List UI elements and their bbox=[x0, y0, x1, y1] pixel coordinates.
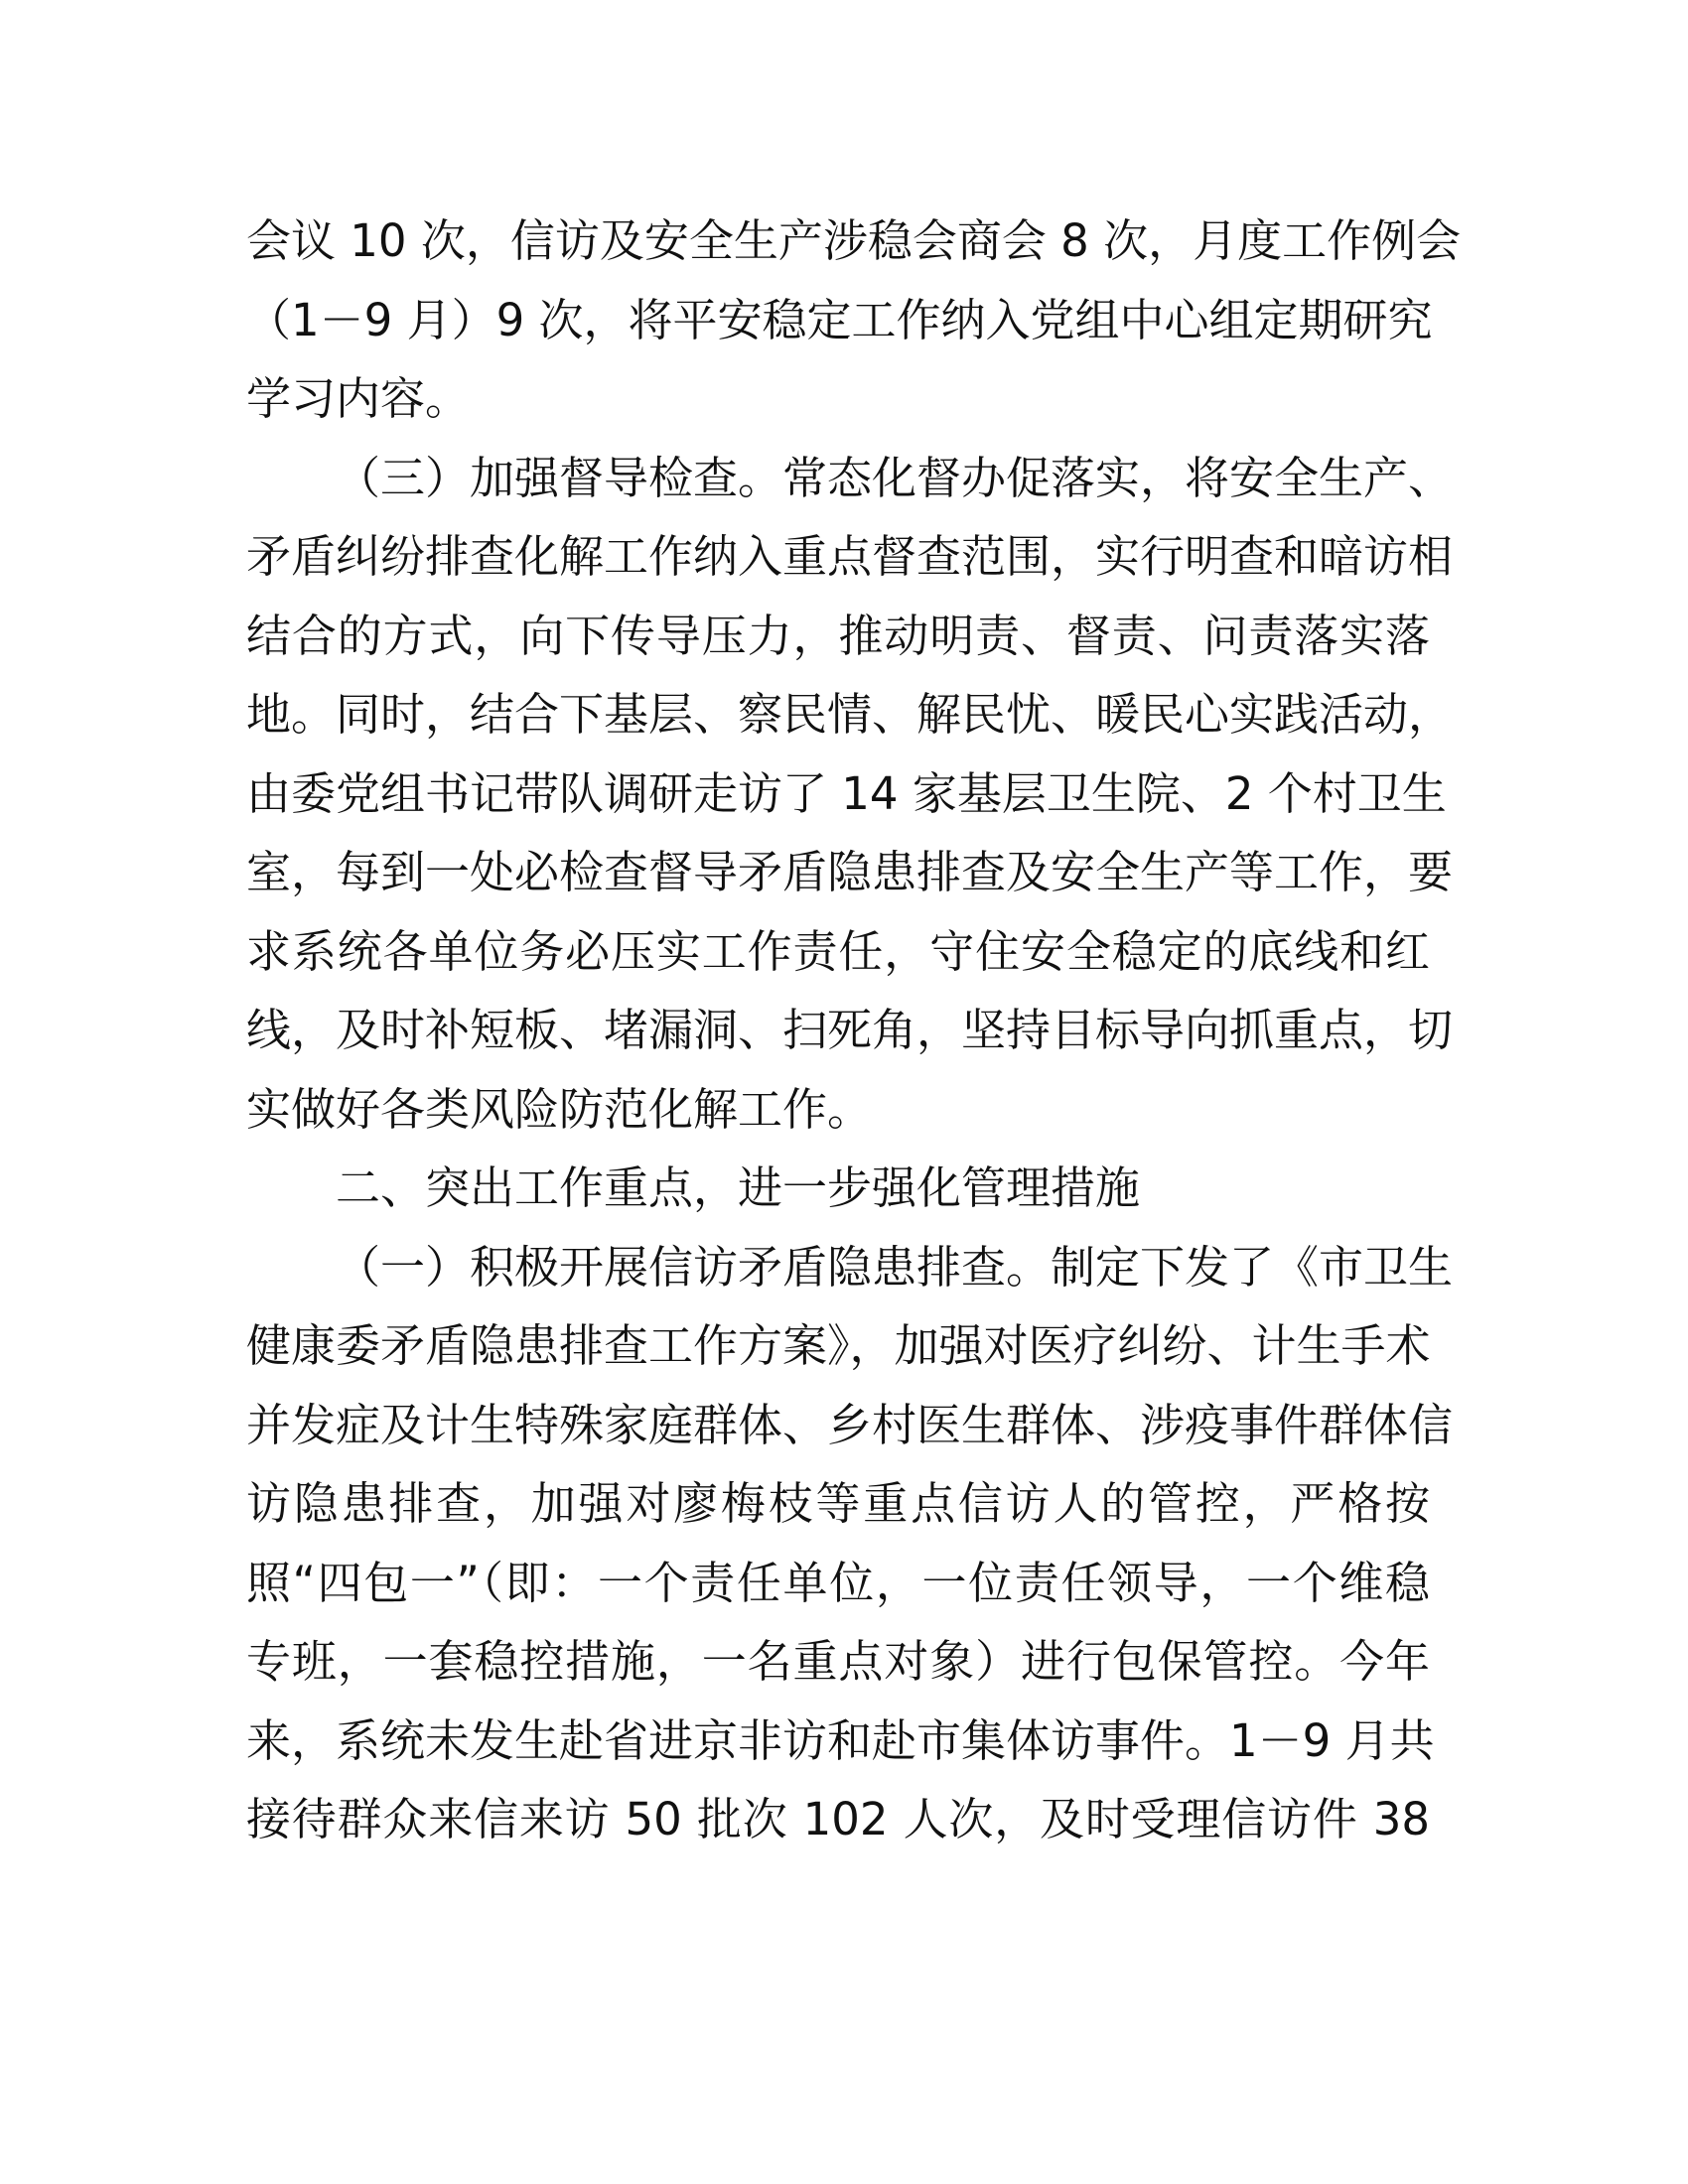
text-line: 矛盾纠纷排查化解工作纳入重点督查范围，实行明查和暗访相 bbox=[246, 530, 1454, 583]
text-line: 专班，一套稳控措施，一名重点对象）进行包保管控。今年 bbox=[246, 1635, 1430, 1688]
text-line: 室，每到一处必检查督导矛盾隐患排查及安全生产等工作，要 bbox=[246, 846, 1454, 898]
text-line: 线，及时补短板、堵漏洞、扫死角，坚持目标导向抓重点，切 bbox=[246, 1004, 1454, 1056]
text-line: 照“四包一”（即：一个责任单位，一位责任领导，一个维稳 bbox=[246, 1556, 1430, 1609]
text-line: 实做好各类风险防范化解工作。 bbox=[246, 1082, 873, 1136]
text-line: 由委党组书记带队调研走访了 14 家基层卫生院、2 个村卫生 bbox=[246, 766, 1447, 820]
text-line: 健康委矛盾隐患排查工作方案》，加强对医疗纠纷、计生手术 bbox=[246, 1319, 1431, 1372]
text-line: 求系统各单位务必压实工作责任，守住安全稳定的底线和红 bbox=[246, 924, 1430, 978]
text-line: 接待群众来信来访 50 批次 102 人次，及时受理信访件 38 bbox=[246, 1793, 1430, 1845]
text-line: 学习内容。 bbox=[246, 372, 471, 425]
text-line: 来，系统未发生赴省进京非访和赴市集体访事件。1－9 月共 bbox=[246, 1713, 1435, 1767]
text-line: （1－9 月）9 次，将平安稳定工作纳入党组中心组定期研究 bbox=[246, 293, 1433, 346]
section-heading-2: 二、突出工作重点，进一步强化管理措施 bbox=[336, 1161, 1141, 1214]
text-line: 并发症及计生特殊家庭群体、乡村医生群体、涉疫事件群体信 bbox=[246, 1398, 1454, 1451]
subsection-heading-1: （一）积极开展信访矛盾隐患排查。制定下发了《市卫生 bbox=[336, 1240, 1454, 1294]
text-line: 会议 10 次，信访及安全生产涉稳会商会 8 次，月度工作例会 bbox=[246, 214, 1462, 267]
text-line: 访隐患排查，加强对廖梅枝等重点信访人的管控，严格按 bbox=[246, 1477, 1430, 1530]
document-body bbox=[246, 202, 1462, 1859]
text-line: 结合的方式，向下传导压力，推动明责、督责、问责落实落 bbox=[246, 609, 1430, 662]
text-line: 地。同时，结合下基层、察民情、解民忧、暖民心实践活动， bbox=[246, 688, 1454, 741]
section-heading-3: （三）加强督导检查。常态化督办促落实，将安全生产、 bbox=[336, 451, 1454, 504]
